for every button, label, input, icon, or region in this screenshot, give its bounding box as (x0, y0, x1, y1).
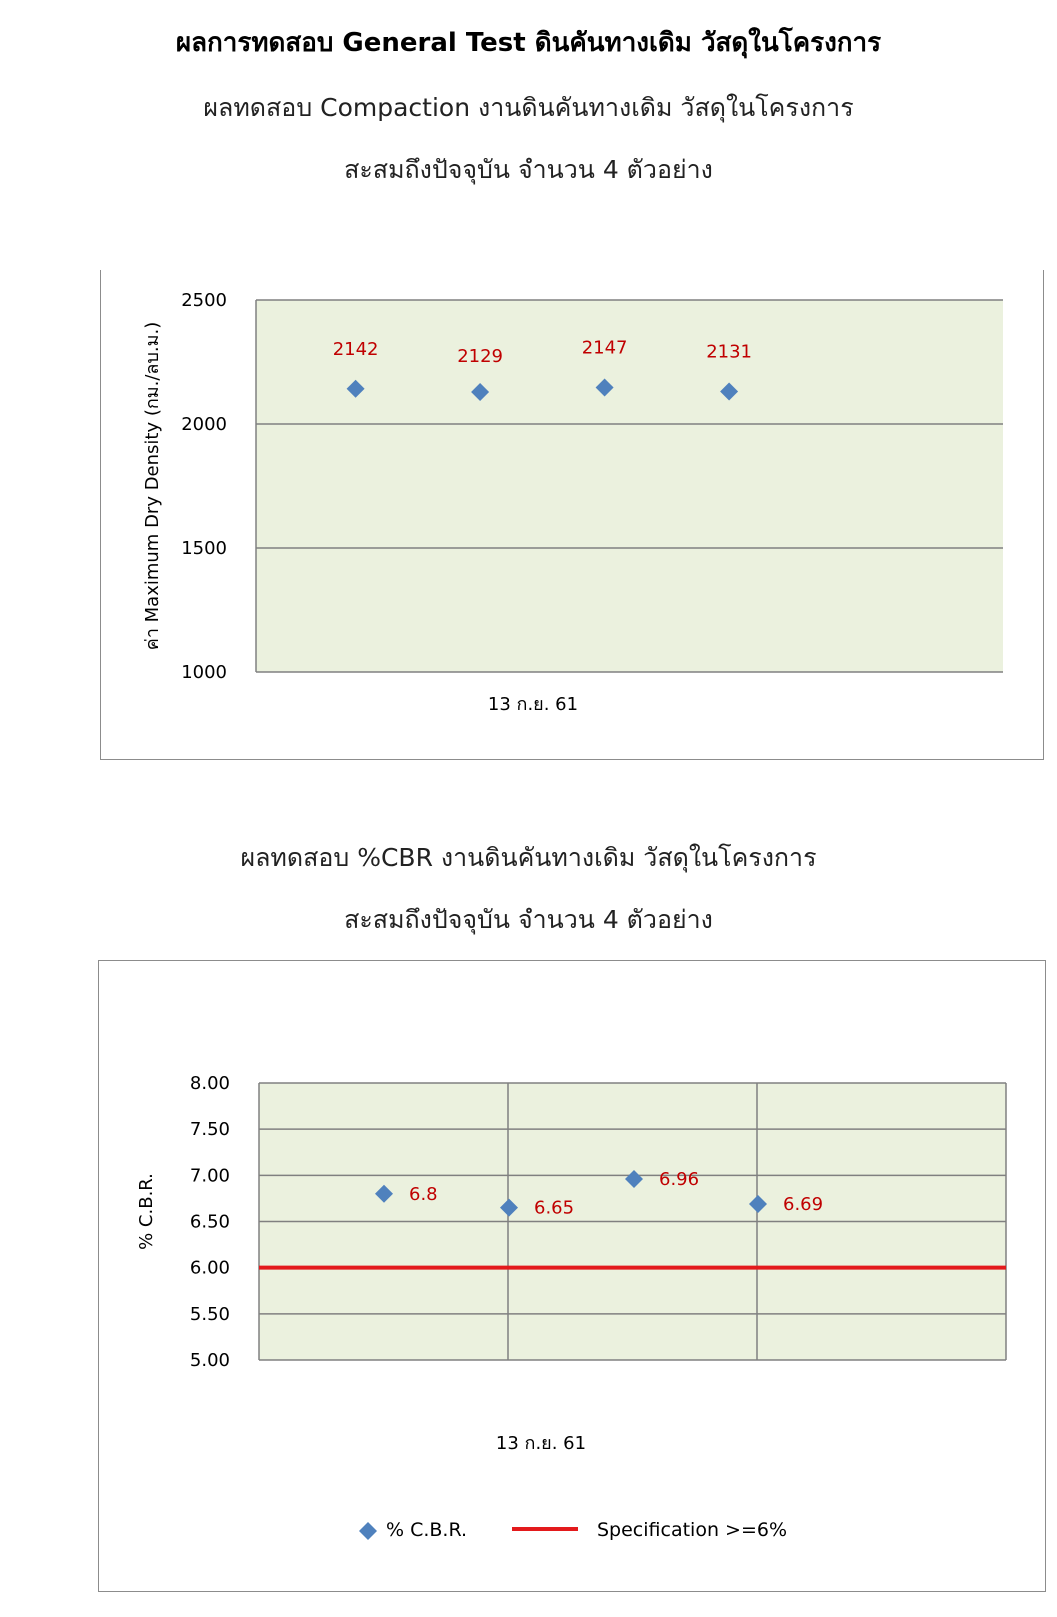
y-tick-label: 7.50 (189, 1119, 230, 1141)
cbr-chart-title: ผลทดสอบ %CBR งานดินคันทางเดิม วัสดุในโครงการ (240, 843, 817, 872)
legend-marker-icon (359, 1522, 377, 1540)
y-tick-label: 2000 (181, 414, 227, 435)
data-label: 2142 (332, 338, 379, 360)
page-title: ผลการทดสอบ General Test ดินคันทางเดิม วัสดุในโครงการ (175, 28, 882, 58)
y-tick-label: 5.00 (189, 1350, 230, 1371)
x-axis-label: 13 ก.ย. 61 (487, 694, 579, 715)
data-label: 6.69 (783, 1193, 824, 1215)
y-tick-label: 2500 (181, 290, 227, 311)
y-tick-label: 8.00 (189, 1073, 230, 1094)
legend-label: Specification >=6% (597, 1519, 788, 1541)
compaction-chart-subtitle: สะสมถึงปัจจุบัน จำนวน 4 ตัวอย่าง (344, 155, 713, 184)
y-tick-label: 5.50 (189, 1303, 230, 1325)
data-label: 2129 (457, 346, 504, 368)
data-label: 2147 (581, 337, 628, 359)
y-axis-title: ค่า Maximum Dry Density (กม./ลบ.ม.) (142, 321, 163, 651)
cbr-chart-subtitle: สะสมถึงปัจจุบัน จำนวน 4 ตัวอย่าง (344, 905, 713, 934)
compaction-chart-title: ผลทดสอบ Compaction งานดินคันทางเดิม วัสดุในโครงการ (203, 93, 854, 122)
y-tick-label: 1000 (181, 662, 227, 683)
x-axis-label: 13 ก.ย. 61 (495, 1433, 587, 1454)
legend-label: % C.B.R. (386, 1519, 468, 1541)
data-label: 6.96 (659, 1169, 700, 1191)
y-axis-title: % C.B.R. (136, 1173, 157, 1250)
y-tick-label: 6.50 (189, 1211, 230, 1233)
data-label: 6.65 (534, 1197, 575, 1219)
data-label: 6.8 (409, 1183, 438, 1205)
y-tick-label: 6.00 (189, 1257, 230, 1279)
y-tick-label: 7.00 (189, 1165, 230, 1187)
data-label: 2131 (706, 341, 753, 363)
y-tick-label: 1500 (181, 538, 227, 559)
